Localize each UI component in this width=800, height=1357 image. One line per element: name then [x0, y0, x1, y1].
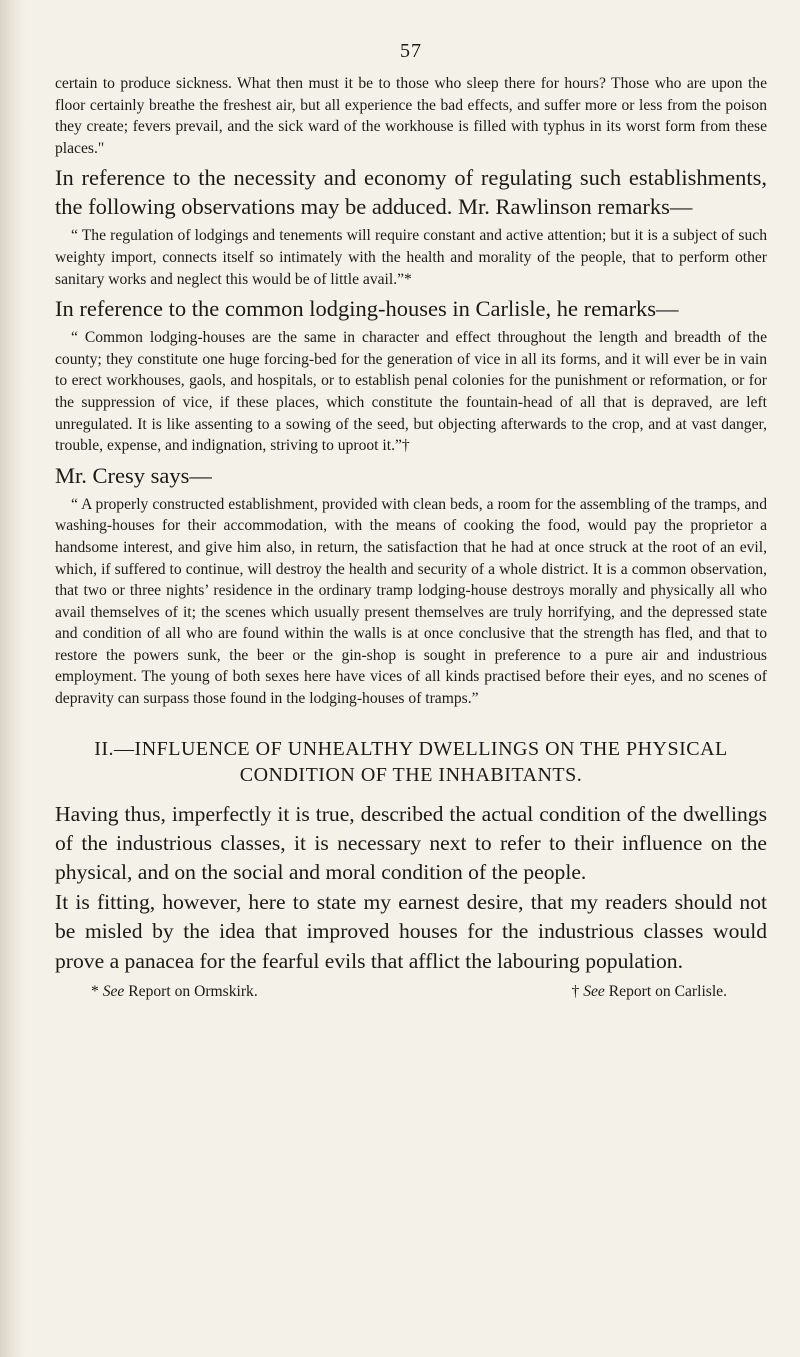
page-content: [55, 40, 767, 1002]
lead-paragraph-carlisle: In reference to the common lodging-houses in Carlisle, he remarks—: [55, 296, 679, 322]
section-heading: II.—INFLUENCE OF UNHEALTHY DWELLINGS ON THE PHYSICAL CONDITION OF THE INHABITANTS.: [94, 737, 728, 786]
footnote-text: Report on Ormskirk.: [128, 983, 258, 1001]
page-edge-shadow: [0, 0, 26, 1357]
quote-carlisle: “ Common lodging-houses are the same in character and effect throughout the length and breadth of the county; they constitute one huge forcing-bed for the generation of vice in all its forms, and it will ever be in vain to erect workhouses, gaols, and hospitals, or to establish penal colonies for the punishment or reformation, or for the suppression of vice, if these places, which constitute the fountain-head of all that is depraved, are left unregulated. It is like assenting to a sowing of the seed, but objecting afterwards to the crop, and at vast danger, trouble, expense, and indignation, striving to uproot it.”†: [55, 329, 767, 455]
footnote-see: See: [102, 983, 125, 1001]
footnote-text: Report on Carlisle.: [608, 983, 727, 1001]
footnote-see: See: [583, 983, 605, 1001]
footnotes: [55, 982, 767, 1002]
body-paragraph-2: It is fitting, however, here to state my earnest desire, that my readers should not be misled by the idea that improved houses for the industrious classes would prove a panacea for the fearful evils that afflict the labouring population.: [55, 889, 767, 973]
footnote-carlisle: [572, 982, 727, 1002]
footnote-ormskirk: [91, 982, 258, 1002]
lead-paragraph-rawlinson: In reference to the necessity and economy of regulating such establishments, the following observations may be adduced. Mr. Rawlinson remarks—: [55, 165, 767, 220]
quote-rawlinson: “ The regulation of lodgings and tenements will require constant and active attention; but it is a subject of such weighty import, connects itself so intimately with the health and morality of the people, that to perform other sanitary works and neglect this would be of little avail.”*: [55, 227, 767, 288]
footnote-marker: †: [571, 983, 580, 1001]
footnote-marker: *: [91, 983, 99, 1001]
page-number: 57: [400, 40, 422, 62]
quote-cresy: “ A properly constructed establishment, provided with clean beds, a room for the assembling of the tramps, and washing-houses for their accommodation, with the means of cooking the food, would pay the proprietor a handsome interest, and give him also, in return, the satisfaction that he had at once struck at the root of an evil, which, if suffered to continue, will destroy the health and security of a whole district. It is a common observation, that two or three nights’ residence in the ordinary tramp lodging-house destroys morally and physically all who avail themselves of it; the scenes which usually present themselves are truly horrifying, and the depressed state and condition of all who are found within the walls is at once conclusive that the strength has fled, and that to restore the powers sunk, the beer or the gin-shop is sought in preference to a pure air and industrious employment. The young of both sexes here have vices of all kinds practised before their eyes, and no scenes of depravity can surpass those found in the lodging-houses of tramps.”: [55, 495, 767, 708]
lead-paragraph-cresy: Mr. Cresy says—: [55, 462, 212, 488]
body-paragraph-1: Having thus, imperfectly it is true, described the actual condition of the dwellings of the industrious classes, it is necessary next to refer to their influence on the physical, and on the social and moral condition of the people.: [55, 801, 767, 885]
paragraph-continuation: certain to produce sickness. What then must it be to those who sleep there for hours? Those who are upon the floor certainly breathe the freshest air, but all experience the bad effects, and suffer more or less from the poison they create; fevers prevail, and the sick ward of the workhouse is filled with typhus in its worst form from these places.": [55, 75, 767, 157]
